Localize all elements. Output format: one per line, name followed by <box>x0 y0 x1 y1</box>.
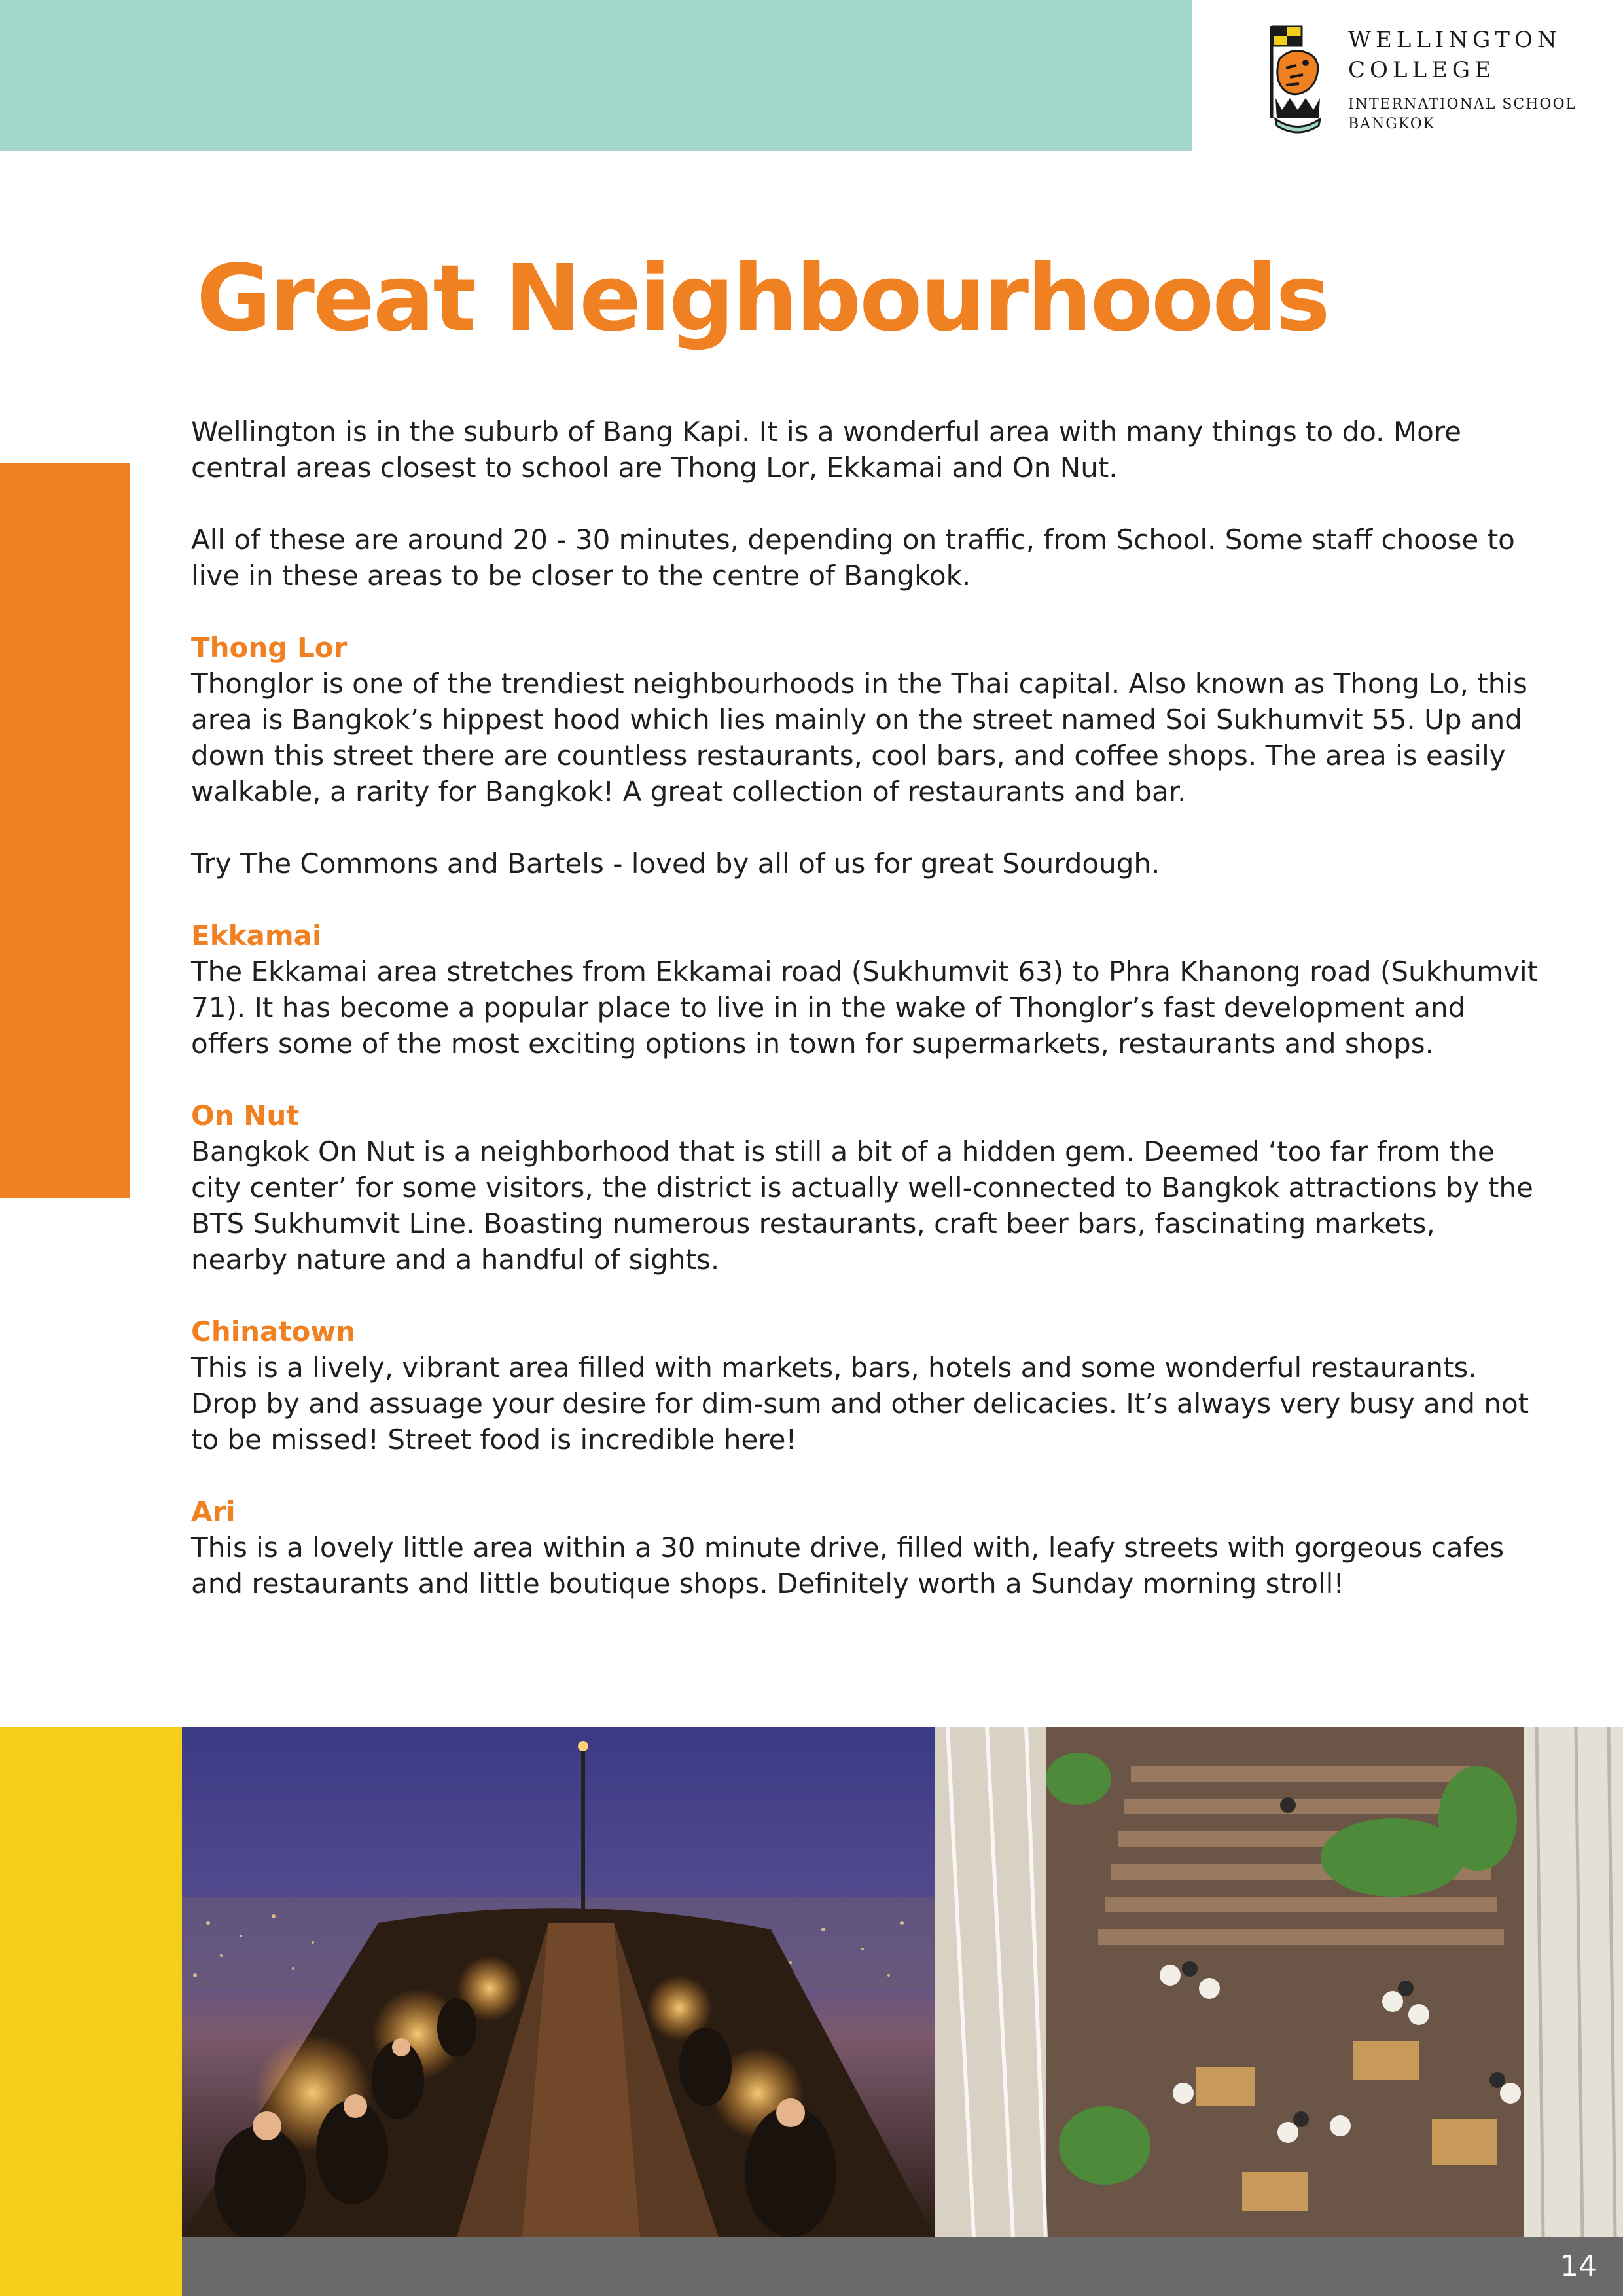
section-thong-lor <box>191 630 1539 810</box>
logo-wordmark <box>1348 25 1561 85</box>
section-ekkamai <box>191 918 1539 1062</box>
intro-paragraph-1: Wellington is in the suburb of Bang Kapi. It is a wonderful area with many things to do. More central areas closest to school are Thong Lor, Ekkamai and On Nut. <box>191 416 1462 484</box>
orange-side-bar <box>0 463 130 1198</box>
section-text: The Ekkamai area stretches from Ekkamai road (Sukhumvit 63) to Phra Khanong road (Sukhumvit 71). It has become a popular place to live in in the wake of Thonglor’s fast development and offers some of the most exciting options in town for supermarkets, restaurants and shops. <box>191 956 1539 1060</box>
logo-line-2: COLLEGE <box>1348 57 1495 83</box>
top-color-band <box>0 0 1192 151</box>
section-text: This is a lovely little area within a 30 minute drive, filled with, leafy streets with gorgeous cafes and restaurants and little boutique shops. Definitely worth a Sunday morning stroll! <box>191 1532 1505 1600</box>
intro-paragraph-2: All of these are around 20 - 30 minutes, depending on traffic, from School. Some staff choose to live in these areas to be closer to the centre of Bangkok. <box>191 524 1515 592</box>
rooftop-bar-photo <box>182 1727 935 2237</box>
logo-subtitle <box>1348 95 1577 134</box>
page-title: Great Neighbourhoods <box>196 245 1329 352</box>
section-heading: Ekkamai <box>191 920 322 952</box>
photo-strip <box>0 1727 1623 2296</box>
section-heading: On Nut <box>191 1100 300 1132</box>
logo-sub-line-2: BANGKOK <box>1348 116 1436 132</box>
logo-sub-line-1: INTERNATIONAL SCHOOL <box>1348 96 1577 113</box>
section-text: This is a lively, vibrant area filled with markets, bars, hotels and some wonderful restaurants. Drop by and assuage your desire for dim-sum and other delicacies. It’s always very busy and not to be missed! Street food is incredible here! <box>191 1352 1529 1456</box>
logo-line-1: WELLINGTON <box>1348 27 1561 53</box>
atrium-cafe-illustration <box>935 1727 1623 2237</box>
section-heading: Thong Lor <box>191 632 348 664</box>
page-number: 14 <box>1560 2250 1597 2283</box>
rooftop-bar-illustration <box>182 1727 935 2237</box>
section-on-nut <box>191 1098 1539 1278</box>
footer-strip <box>182 2237 1623 2296</box>
section-heading: Ari <box>191 1496 236 1528</box>
section-ari <box>191 1494 1539 1602</box>
section-extra-note: Try The Commons and Bartels - loved by all of us for great Sourdough. <box>191 848 1160 880</box>
tiger-crest-icon <box>1247 20 1345 137</box>
section-chinatown <box>191 1314 1539 1458</box>
section-text: Thonglor is one of the trendiest neighbourhoods in the Thai capital. Also known as Thong Lo, this area is Bangkok’s hippest hood which lies mainly on the street named Soi Sukhumvit 55. Up and down this street there are countless restaurants, cool bars, and coffee shops. The area is easily walkable, a rarity for Bangkok! A great collection of restaurants and bar. <box>191 668 1527 808</box>
section-heading: Chinatown <box>191 1316 355 1348</box>
atrium-cafe-photo <box>935 1727 1623 2237</box>
section-text: Bangkok On Nut is a neighborhood that is still a bit of a hidden gem. Deemed ‘too far from the city center’ for some visitors, the district is actually well-connected to Bangkok attractions by the BTS Sukhumvit Line. Boasting numerous restaurants, craft beer bars, fascinating markets, nearby nature and a handful of sights. <box>191 1136 1533 1276</box>
school-logo <box>1247 20 1587 137</box>
article-body <box>191 414 1539 1638</box>
yellow-side-bar <box>0 1727 182 2296</box>
